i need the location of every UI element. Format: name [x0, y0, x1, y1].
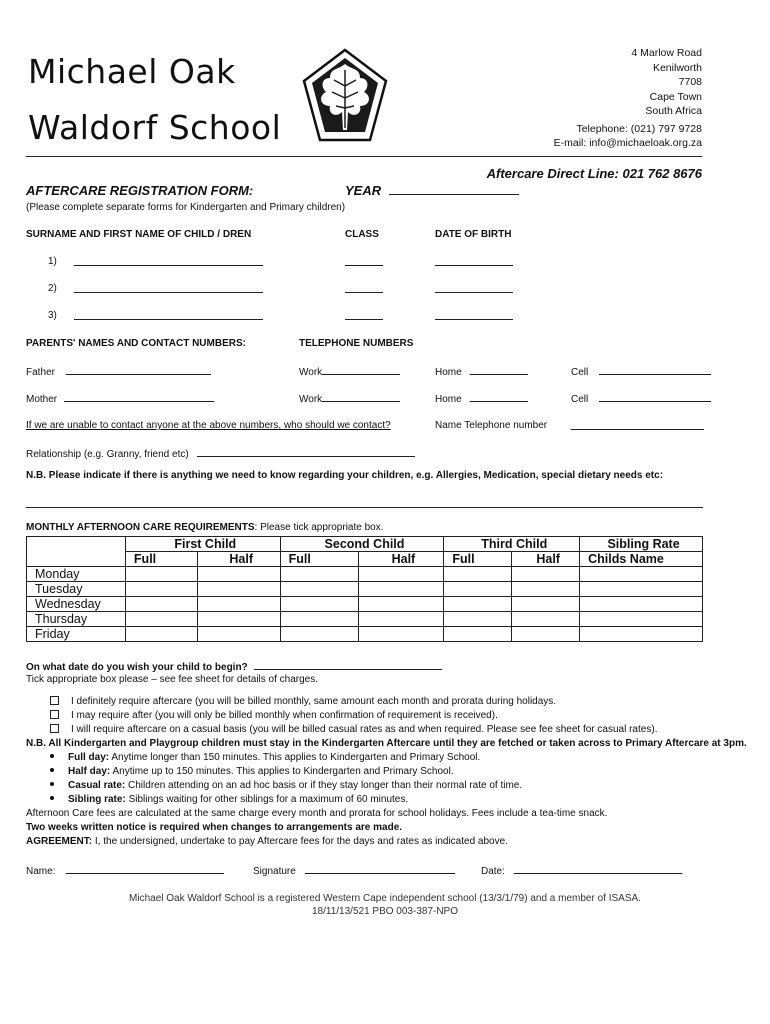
- father-home-blank[interactable]: [470, 365, 528, 375]
- school-name-line2: Waldorf School: [28, 108, 282, 147]
- child-class-blank[interactable]: [345, 256, 383, 266]
- father-name-blank[interactable]: [66, 365, 211, 375]
- alternate-contact-question: If we are unable to contact anyone at the above numbers, who should we contact?: [26, 420, 391, 431]
- tick-cell[interactable]: [125, 567, 197, 582]
- bullet-icon: [50, 768, 54, 772]
- tick-cell[interactable]: [512, 612, 580, 627]
- tick-cell[interactable]: [280, 597, 358, 612]
- agreement: [26, 836, 508, 847]
- father-home-field: [435, 365, 528, 378]
- tick-cell[interactable]: [444, 582, 512, 597]
- rate-text: Children attending on an ad hoc basis or if they stay longer than their normal rate of time.: [125, 780, 523, 791]
- signature-label: Signature: [253, 866, 296, 877]
- school-email: E-mail: info@michaeloak.org.za: [553, 137, 702, 149]
- address-line: Kenilworth: [652, 61, 702, 74]
- mother-home-blank[interactable]: [470, 392, 528, 402]
- tick-cell[interactable]: [125, 627, 197, 642]
- option-casual: [50, 724, 657, 735]
- tick-cell[interactable]: [197, 597, 280, 612]
- third-child-header: Third Child: [444, 537, 580, 552]
- child-row-number: 1): [48, 256, 57, 267]
- year-blank[interactable]: [389, 185, 519, 195]
- aftercare-direct-line: Aftercare Direct Line: 021 762 8676: [486, 166, 702, 181]
- work-label: Work: [299, 367, 323, 378]
- day-label: Tuesday: [27, 582, 126, 597]
- footer-line1: Michael Oak Waldorf School is a registered Western Cape independent school (13/3/1/79) and a member of ISASA.: [129, 893, 641, 904]
- father-work-blank[interactable]: [322, 365, 400, 375]
- cell-label: Cell: [571, 367, 589, 378]
- tick-cell[interactable]: [358, 582, 444, 597]
- child-row-number: 2): [48, 283, 57, 294]
- tick-cell[interactable]: [512, 597, 580, 612]
- child-row: [48, 310, 57, 321]
- option-checkbox[interactable]: [50, 710, 59, 719]
- tick-cell[interactable]: [444, 612, 512, 627]
- child-name-blank[interactable]: [74, 283, 263, 293]
- special-needs-note: N.B. Please indicate if there is anything we need to know regarding your children, e.g. Allergies, Medication, special dietary needs etc:: [26, 470, 664, 481]
- year-field[interactable]: [345, 183, 519, 198]
- rate-text: Siblings waiting for other siblings for a maximum of 60 minutes.: [125, 794, 409, 805]
- mother-work-blank[interactable]: [322, 392, 400, 402]
- start-date-field: [26, 660, 442, 673]
- tick-cell[interactable]: [197, 627, 280, 642]
- tick-cell[interactable]: [512, 567, 580, 582]
- half-header: Half: [512, 552, 580, 567]
- tick-cell[interactable]: [280, 612, 358, 627]
- mother-cell-blank[interactable]: [599, 392, 711, 402]
- table-header-row: [27, 537, 703, 552]
- option-checkbox[interactable]: [50, 724, 59, 733]
- school-address: [554, 46, 702, 151]
- childs-name-header: Childs Name: [580, 552, 703, 567]
- instruction-text: (Please complete separate forms for Kindergarten and Primary children): [26, 202, 346, 213]
- mother-name-blank[interactable]: [64, 392, 214, 402]
- sign-name-field: [26, 864, 224, 877]
- option-text: I will require aftercare on a casual basis (you will be billed casual rates as and when required. Please see fee sheet for casual rates).: [71, 724, 658, 735]
- address-line: Cape Town: [649, 90, 702, 103]
- mother-home-field: [435, 392, 528, 405]
- tick-cell[interactable]: [580, 582, 703, 597]
- relationship-label: Relationship (e.g. Granny, friend etc): [26, 449, 189, 460]
- year-label: YEAR: [345, 183, 382, 198]
- child-row: [48, 256, 57, 267]
- full-header: Full: [444, 552, 512, 567]
- rate-bullet-half-day: [50, 766, 454, 777]
- option-may-require: [50, 710, 498, 721]
- father-work-field: [299, 365, 400, 378]
- kindergarten-note: N.B. All Kindergarten and Playgroup children must stay in the Kindergarten Aftercare until they are fetched or taken across to Primary Aftercare at 3pm.: [26, 738, 747, 749]
- home-label: Home: [435, 367, 462, 378]
- father-cell-field: [571, 365, 711, 378]
- rate-text: Anytime longer than 150 minutes. This applies to Kindergarten and Primary School.: [109, 752, 481, 763]
- oak-leaf-logo-icon: [300, 46, 390, 146]
- mother-work-field: [299, 392, 400, 405]
- rate-bullet-casual: [50, 780, 522, 791]
- rate-label: Full day:: [68, 752, 110, 763]
- tick-cell[interactable]: [125, 612, 197, 627]
- day-label: Thursday: [27, 612, 126, 627]
- father-label: Father: [26, 367, 55, 378]
- rate-label: Casual rate:: [68, 780, 126, 791]
- child-dob-blank[interactable]: [435, 283, 513, 293]
- table-subheader-row: [27, 552, 703, 567]
- alternate-contact-blank[interactable]: [571, 420, 704, 430]
- sign-date-field: [481, 864, 682, 877]
- aftercare-schedule-table: [26, 536, 703, 642]
- parents-header: PARENTS' NAMES AND CONTACT NUMBERS:: [26, 338, 246, 349]
- tick-cell[interactable]: [358, 567, 444, 582]
- bullet-icon: [50, 782, 54, 786]
- child-class-blank[interactable]: [345, 283, 383, 293]
- tick-cell[interactable]: [512, 582, 580, 597]
- first-child-header: First Child: [125, 537, 280, 552]
- child-dob-blank[interactable]: [435, 310, 513, 320]
- rate-bullet-full-day: [50, 752, 480, 763]
- table-row: [27, 582, 703, 597]
- sibling-rate-header: Sibling Rate: [580, 537, 703, 552]
- start-date-question: On what date do you wish your child to begin?: [26, 662, 248, 673]
- start-date-blank[interactable]: [254, 660, 442, 670]
- alternate-name-tel-label: Name Telephone number: [435, 420, 548, 431]
- father-cell-blank[interactable]: [599, 365, 711, 375]
- second-child-header: Second Child: [280, 537, 444, 552]
- table-row: [27, 597, 703, 612]
- cell-label: Cell: [571, 394, 589, 405]
- half-header: Half: [358, 552, 444, 567]
- tick-cell[interactable]: [580, 567, 703, 582]
- tick-cell[interactable]: [444, 567, 512, 582]
- work-label: Work: [299, 394, 323, 405]
- telephone-header: TELEPHONE NUMBERS: [299, 338, 414, 349]
- tick-cell[interactable]: [197, 582, 280, 597]
- address-line: 7708: [678, 76, 702, 88]
- child-class-blank[interactable]: [345, 310, 383, 320]
- school-name-line1: Michael Oak: [28, 52, 236, 91]
- rate-label: Half day:: [68, 766, 111, 777]
- address-line: South Africa: [645, 105, 702, 117]
- mother-label: Mother: [26, 394, 58, 405]
- option-text: I may require after (you will only be billed monthly when confirmation of requirement is received).: [71, 710, 498, 721]
- tick-cell[interactable]: [580, 627, 703, 642]
- dob-header: DATE OF BIRTH: [435, 229, 512, 240]
- agreement-label: AGREEMENT:: [26, 836, 93, 847]
- relationship-field: [26, 447, 415, 460]
- day-label: Wednesday: [27, 597, 126, 612]
- monthly-requirements-label: MONTHLY AFTERNOON CARE REQUIREMENTS: [26, 522, 255, 533]
- sign-name-label: Name:: [26, 866, 56, 877]
- signature-field: [253, 864, 455, 877]
- full-header: Full: [280, 552, 358, 567]
- full-header: Full: [125, 552, 197, 567]
- sign-name-blank[interactable]: [66, 864, 224, 874]
- child-dob-blank[interactable]: [435, 256, 513, 266]
- rate-text: Anytime up to 150 minutes. This applies to Kindergarten and Primary School.: [110, 766, 454, 777]
- bullet-icon: [50, 754, 54, 758]
- special-needs-blank[interactable]: [26, 498, 703, 508]
- day-label: Monday: [27, 567, 126, 582]
- tick-cell[interactable]: [358, 612, 444, 627]
- monthly-requirements-tick: : Please tick appropriate box.: [254, 522, 384, 533]
- footer-line2: 18/11/13/521 PBO 003-387-NPO: [311, 906, 459, 917]
- child-row: [48, 283, 57, 294]
- table-row: [27, 567, 703, 582]
- tick-cell[interactable]: [197, 612, 280, 627]
- tick-cell[interactable]: [280, 582, 358, 597]
- tick-cell[interactable]: [358, 627, 444, 642]
- monthly-requirements-heading: [26, 522, 384, 533]
- tick-cell[interactable]: [197, 567, 280, 582]
- fees-note: Afternoon Care fees are calculated at the same charge every month and prorata for school holidays. Fees include a tea-time snack.: [26, 808, 608, 819]
- tick-cell[interactable]: [512, 627, 580, 642]
- tick-instruction: Tick appropriate box please – see fee sheet for details of charges.: [26, 674, 319, 685]
- mother-field: [26, 392, 214, 405]
- father-field: [26, 365, 211, 378]
- tick-cell[interactable]: [358, 597, 444, 612]
- table-row: [27, 627, 703, 642]
- tick-cell[interactable]: [580, 597, 703, 612]
- child-name-blank[interactable]: [74, 256, 263, 266]
- sign-date-label: Date:: [481, 866, 505, 877]
- header-divider: [26, 156, 702, 157]
- rate-bullet-sibling: [50, 794, 408, 805]
- child-row-number: 3): [48, 310, 57, 321]
- home-label: Home: [435, 394, 462, 405]
- class-header: CLASS: [345, 229, 379, 240]
- sign-date-blank[interactable]: [514, 864, 682, 874]
- tick-cell[interactable]: [580, 612, 703, 627]
- half-header: Half: [197, 552, 280, 567]
- relationship-blank[interactable]: [197, 447, 415, 457]
- rate-label: Sibling rate:: [68, 794, 126, 805]
- tick-cell[interactable]: [280, 627, 358, 642]
- signature-blank[interactable]: [305, 864, 455, 874]
- notice-note: Two weeks written notice is required when changes to arrangements are made.: [26, 822, 403, 833]
- mother-cell-field: [571, 392, 711, 405]
- tick-cell[interactable]: [444, 597, 512, 612]
- tick-cell[interactable]: [125, 582, 197, 597]
- child-name-blank[interactable]: [74, 310, 263, 320]
- tick-cell[interactable]: [444, 627, 512, 642]
- option-text: I definitely require aftercare (you will be billed monthly, same amount each month and prorata during holidays.: [71, 696, 557, 707]
- address-line: 4 Marlow Road: [631, 47, 702, 59]
- school-telephone: Telephone: (021) 797 9728: [576, 122, 702, 135]
- day-label: Friday: [27, 627, 126, 642]
- option-definitely: [50, 696, 556, 707]
- table-row: [27, 612, 703, 627]
- option-checkbox[interactable]: [50, 696, 59, 705]
- bullet-icon: [50, 796, 54, 800]
- child-name-header: SURNAME AND FIRST NAME OF CHILD / DREN: [26, 229, 252, 240]
- tick-cell[interactable]: [125, 597, 197, 612]
- agreement-text: I, the undersigned, undertake to pay Aftercare fees for the days and rates as indicated above.: [92, 836, 508, 847]
- form-title: AFTERCARE REGISTRATION FORM:: [26, 183, 254, 198]
- tick-cell[interactable]: [280, 567, 358, 582]
